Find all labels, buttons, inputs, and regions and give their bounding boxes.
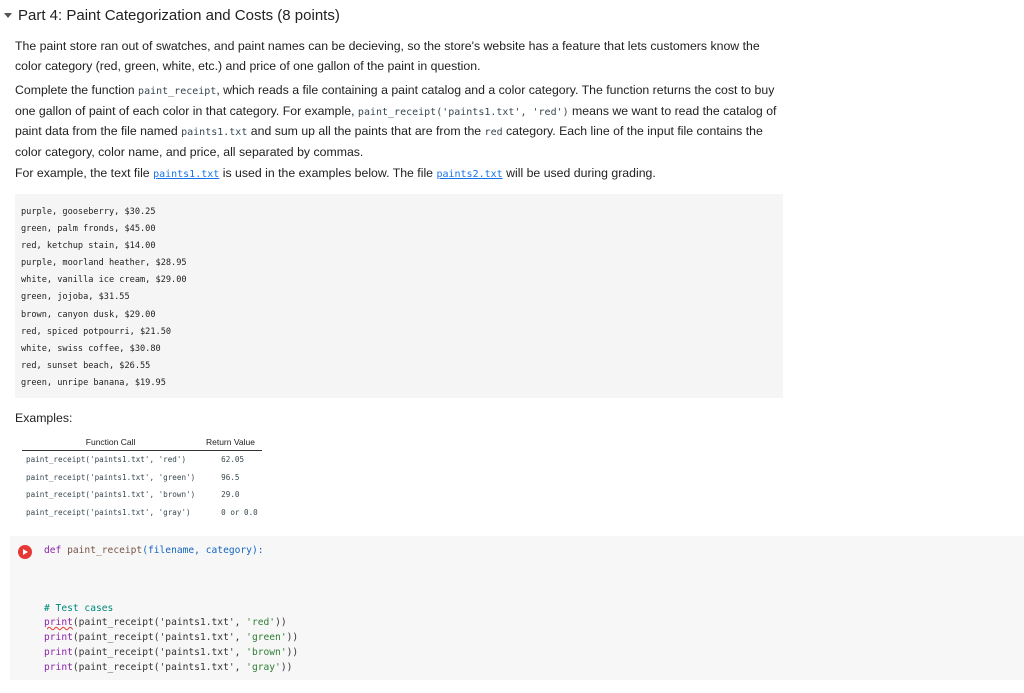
run-cell-button[interactable]	[18, 545, 32, 559]
paints2-link[interactable]: paints2.txt	[436, 169, 503, 180]
code-line-print[interactable]: print(paint_receipt('paints1.txt', 'green'))	[44, 632, 299, 643]
section-header[interactable]	[4, 7, 340, 24]
data-line: white, vanilla ice cream, $29.00	[21, 275, 187, 286]
function-call-cell: paint_receipt('paints1.txt', 'brown')	[26, 490, 196, 500]
table-row	[22, 504, 262, 522]
data-line: purple, gooseberry, $30.25	[21, 207, 156, 217]
example-call-code: paint_receipt('paints1.txt', 'red')	[357, 106, 569, 118]
table-header-function-call: Function Call	[22, 434, 199, 451]
data-line: brown, canyon dusk, $29.00	[21, 309, 156, 320]
table-row	[22, 486, 262, 504]
code-cell[interactable]	[10, 536, 1024, 680]
table-header-return-value: Return Value	[199, 434, 262, 451]
return-value-cell: 62.05	[221, 455, 245, 465]
code-line-print[interactable]: print(paint_receipt('paints1.txt', 'red'))	[44, 617, 287, 628]
paints-data-block	[15, 194, 783, 398]
return-value-cell: 29.0	[221, 490, 240, 500]
examples-table	[22, 434, 262, 521]
data-line: red, sunset beach, $26.55	[21, 360, 151, 371]
code-line-def[interactable]: def paint_receipt(filename, category):	[44, 545, 264, 556]
table-row	[22, 469, 262, 487]
examples-label: Examples:	[15, 411, 73, 425]
intro-paragraph: The paint store ran out of swatches, and paint names can be decieving, so the store's website has a feature that lets customers know the color category (red, green, white, etc.) and price of one gallon of the paint in question.	[15, 39, 760, 73]
code-line-comment[interactable]: # Test cases	[44, 603, 114, 614]
function-name-code: paint_receipt	[138, 86, 217, 97]
section-title: Part 4: Paint Categorization and Costs (8 points)	[18, 7, 340, 24]
function-call-cell: paint_receipt('paints1.txt', 'red')	[26, 455, 187, 465]
code-line-print[interactable]: print(paint_receipt('paints1.txt', 'brown'))	[44, 647, 299, 658]
data-line: red, ketchup stain, $14.00	[21, 241, 156, 252]
table-row	[22, 451, 262, 469]
collapse-caret-icon[interactable]	[4, 13, 12, 18]
return-value-cell: 96.5	[221, 472, 240, 482]
return-value-cell: 0 or 0.0	[221, 507, 258, 517]
function-call-cell: paint_receipt('paints1.txt', 'green')	[26, 472, 196, 482]
data-line: white, swiss coffee, $30.80	[21, 343, 161, 354]
data-line: green, unripe banana, $19.95	[21, 377, 166, 388]
data-line: red, spiced potpourri, $21.50	[21, 326, 172, 337]
data-line: purple, moorland heather, $28.95	[21, 258, 187, 269]
code-line-print[interactable]: print(paint_receipt('paints1.txt', 'gray'))	[44, 662, 293, 673]
data-line: green, palm fronds, $45.00	[21, 224, 156, 235]
function-call-cell: paint_receipt('paints1.txt', 'gray')	[26, 507, 191, 517]
file-name-code: paints1.txt	[181, 127, 248, 138]
category-code: red	[484, 127, 503, 138]
task-paragraph: Complete the function paint_receipt, which reads a file containing a paint catalog and a color category. The function returns the cost to buy one gallon of paint of each color in that category. For example, paint_receipt('paints1.txt', 'red') means we want to read the catalog of paint data from the file named paints1.txt and sum up all the paints that are from the red category. Each line of the input file contains the color category, color name, and price, all separated by commas.	[15, 83, 777, 159]
files-note-paragraph: For example, the text file paints1.txt is used in the examples below. The file paints2.txt will be used during grading.	[15, 166, 656, 180]
paints1-link[interactable]: paints1.txt	[153, 169, 220, 180]
data-line: green, jojoba, $31.55	[21, 292, 130, 303]
